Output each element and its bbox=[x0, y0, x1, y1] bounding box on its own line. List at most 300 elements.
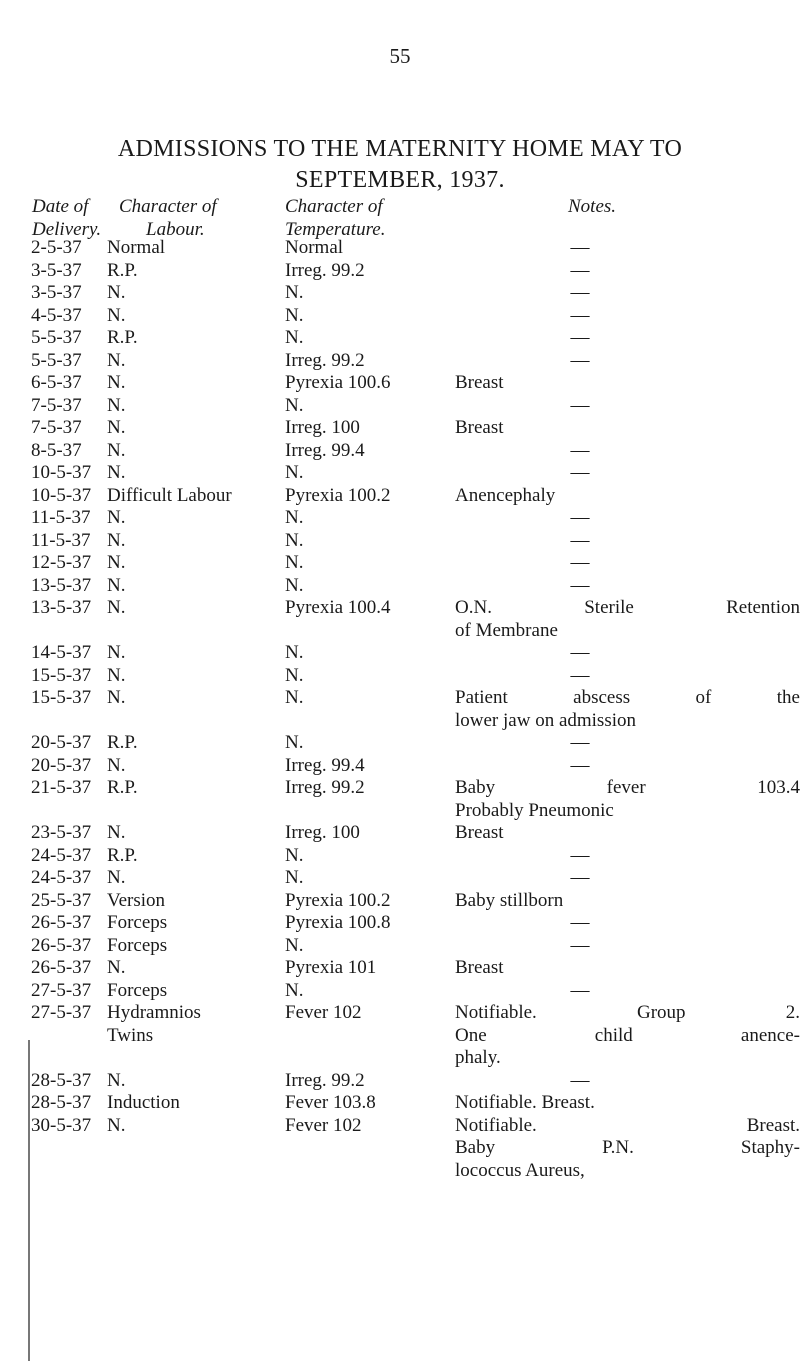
cell-labour bbox=[107, 890, 165, 913]
cell-date-line: 6-5-37 bbox=[31, 372, 82, 393]
cell-temperature bbox=[285, 957, 376, 980]
cell-labour bbox=[107, 1115, 125, 1138]
header-delivery: Delivery. bbox=[32, 219, 102, 240]
cell-labour bbox=[107, 372, 125, 395]
cell-labour bbox=[107, 575, 125, 598]
cell-notes-line: of Membrane bbox=[455, 619, 558, 641]
cell-labour bbox=[107, 462, 125, 485]
table-row bbox=[0, 890, 800, 913]
cell-notes-line: — bbox=[570, 237, 590, 258]
cell-temperature bbox=[285, 462, 303, 485]
cell-date bbox=[31, 1002, 91, 1025]
title-line-2: SEPTEMBER, 1937. bbox=[295, 167, 505, 193]
cell-notes bbox=[570, 642, 590, 665]
cell-temperature bbox=[285, 327, 303, 350]
cell-notes-line: — bbox=[570, 754, 590, 776]
cell-date-line: 7-5-37 bbox=[31, 394, 82, 416]
cell-date-line: 28-5-37 bbox=[31, 1069, 92, 1091]
cell-date bbox=[31, 890, 91, 913]
cell-date bbox=[31, 777, 91, 800]
cell-temperature bbox=[285, 935, 303, 958]
cell-notes-line: — bbox=[570, 349, 590, 371]
cell-temperature-line: Irreg. 99.4 bbox=[285, 439, 365, 461]
cell-labour-line: Normal bbox=[107, 237, 166, 258]
cell-notes-line: One child anence- bbox=[455, 1024, 800, 1046]
cell-labour bbox=[107, 507, 125, 530]
cell-notes bbox=[455, 1002, 800, 1070]
cell-notes-line: — bbox=[570, 394, 590, 416]
cell-notes-line: — bbox=[570, 327, 590, 348]
header-notes: Notes. bbox=[568, 196, 617, 217]
cell-temperature bbox=[285, 305, 303, 328]
cell-labour bbox=[107, 237, 165, 260]
table-row bbox=[0, 282, 800, 305]
cell-date-line: 11-5-37 bbox=[31, 507, 91, 528]
cell-notes-line: Baby P.N. Staphy- bbox=[455, 1137, 800, 1158]
table-row bbox=[0, 980, 800, 1003]
cell-labour-line: N. bbox=[107, 664, 126, 686]
cell-date-line: 27-5-37 bbox=[31, 979, 92, 1001]
cell-date bbox=[31, 755, 91, 778]
cell-labour-line: N. bbox=[107, 507, 126, 528]
cell-temperature-line: Fever 102 bbox=[285, 1002, 362, 1023]
cell-notes-line: Probably Pneumonic bbox=[455, 799, 614, 821]
cell-notes bbox=[455, 597, 800, 642]
cell-notes-line: — bbox=[570, 844, 590, 866]
table-row bbox=[0, 867, 800, 890]
cell-date-line: 20-5-37 bbox=[31, 754, 92, 776]
cell-temperature-line: N. bbox=[285, 462, 304, 483]
cell-temperature bbox=[285, 755, 365, 778]
cell-notes-line: — bbox=[570, 282, 590, 303]
cell-notes bbox=[570, 912, 590, 935]
cell-notes-line: phaly. bbox=[455, 1047, 501, 1068]
table-row bbox=[0, 1115, 800, 1183]
cell-notes-line: Patient abscess of the bbox=[455, 687, 800, 708]
cell-date-line: 11-5-37 bbox=[31, 529, 91, 551]
cell-temperature-line: N. bbox=[285, 664, 304, 686]
cell-notes bbox=[570, 440, 590, 463]
cell-date-line: 2-5-37 bbox=[31, 237, 82, 258]
cell-notes bbox=[455, 957, 800, 980]
cell-temperature-line: Pyrexia 100.2 bbox=[285, 484, 391, 506]
cell-temperature bbox=[285, 642, 303, 665]
table-row bbox=[0, 327, 800, 350]
cell-temperature-line: Pyrexia 100.4 bbox=[285, 597, 391, 618]
cell-temperature bbox=[285, 777, 365, 800]
cell-notes bbox=[570, 980, 590, 1003]
cell-date-line: 14-5-37 bbox=[31, 642, 92, 663]
cell-temperature-line: Irreg. 99.2 bbox=[285, 777, 365, 798]
cell-notes-line: Breast bbox=[455, 417, 504, 438]
cell-notes bbox=[570, 755, 590, 778]
cell-date-line: 10-5-37 bbox=[31, 484, 92, 506]
cell-notes bbox=[570, 260, 590, 283]
table-row bbox=[0, 822, 800, 845]
cell-labour-line: N. bbox=[107, 1069, 126, 1091]
cell-temperature-line: Pyrexia 100.8 bbox=[285, 912, 391, 933]
cell-date bbox=[31, 1115, 91, 1138]
cell-labour-line: N. bbox=[107, 642, 126, 663]
cell-notes bbox=[455, 777, 800, 822]
cell-labour bbox=[107, 957, 125, 980]
cell-notes-line: — bbox=[570, 979, 590, 1001]
cell-notes bbox=[570, 665, 590, 688]
cell-date bbox=[31, 687, 91, 710]
cell-labour-line: N. bbox=[107, 822, 126, 843]
cell-labour-line: R.P. bbox=[107, 844, 138, 866]
header-temperature: Character of bbox=[285, 196, 383, 217]
cell-date bbox=[31, 980, 91, 1003]
cell-notes-line: — bbox=[570, 552, 590, 573]
table-row bbox=[0, 440, 800, 463]
cell-date bbox=[31, 845, 91, 868]
cell-date bbox=[31, 597, 91, 620]
cell-notes bbox=[570, 935, 590, 958]
cell-labour-line: N. bbox=[107, 372, 126, 393]
cell-notes-line: — bbox=[570, 867, 590, 888]
header-labour: Character of bbox=[119, 196, 217, 217]
cell-notes bbox=[570, 552, 590, 575]
cell-notes bbox=[455, 822, 800, 845]
cell-notes-line: Anencephaly bbox=[455, 484, 556, 506]
table-row bbox=[0, 912, 800, 935]
table-row bbox=[0, 845, 800, 868]
cell-notes-line: — bbox=[570, 934, 590, 956]
cell-date bbox=[31, 485, 91, 508]
cell-date bbox=[31, 575, 91, 598]
cell-notes-line: O.N. Sterile Retention bbox=[455, 597, 800, 618]
cell-temperature bbox=[285, 980, 303, 1003]
table-row bbox=[0, 395, 800, 418]
cell-date bbox=[31, 260, 82, 283]
cell-date bbox=[31, 822, 91, 845]
cell-labour-line: N. bbox=[107, 867, 126, 888]
cell-notes bbox=[455, 417, 800, 440]
cell-temperature bbox=[285, 237, 343, 260]
cell-notes bbox=[570, 395, 590, 418]
cell-labour-line: N. bbox=[107, 529, 126, 551]
cell-labour-line: N. bbox=[107, 957, 126, 978]
cell-date-line: 4-5-37 bbox=[31, 304, 82, 326]
cell-date-line: 27-5-37 bbox=[31, 1002, 92, 1023]
cell-labour bbox=[107, 1002, 201, 1047]
cell-date bbox=[31, 462, 91, 485]
header-date: Date of bbox=[32, 196, 89, 217]
cell-temperature bbox=[285, 440, 365, 463]
cell-labour bbox=[107, 665, 125, 688]
cell-date-line: 8-5-37 bbox=[31, 439, 82, 461]
cell-notes-line: — bbox=[570, 439, 590, 461]
cell-temperature bbox=[285, 665, 303, 688]
margin-rule bbox=[28, 1040, 30, 1361]
cell-notes-line: — bbox=[570, 529, 590, 551]
cell-notes-line: Notifiable. Group 2. bbox=[455, 1002, 800, 1023]
cell-temperature bbox=[285, 395, 303, 418]
cell-temperature bbox=[285, 687, 303, 710]
cell-labour bbox=[107, 777, 138, 800]
cell-labour bbox=[107, 552, 125, 575]
cell-date-line: 5-5-37 bbox=[31, 327, 82, 348]
cell-temperature bbox=[285, 575, 303, 598]
cell-temperature-line: Fever 102 bbox=[285, 1114, 362, 1136]
cell-temperature-line: N. bbox=[285, 282, 304, 303]
cell-labour-line: N. bbox=[107, 394, 126, 416]
cell-labour bbox=[107, 845, 138, 868]
cell-date-line: 3-5-37 bbox=[31, 259, 82, 281]
cell-date-line: 20-5-37 bbox=[31, 732, 92, 753]
table-row bbox=[0, 935, 800, 958]
cell-date-line: 5-5-37 bbox=[31, 349, 82, 371]
cell-date-line: 28-5-37 bbox=[31, 1092, 92, 1113]
cell-temperature-line: Irreg. 99.2 bbox=[285, 259, 365, 281]
header-temperature-2: Temperature. bbox=[285, 219, 386, 240]
cell-notes bbox=[570, 1070, 590, 1093]
cell-temperature bbox=[285, 507, 303, 530]
cell-temperature-line: N. bbox=[285, 507, 304, 528]
cell-notes bbox=[455, 1092, 800, 1115]
cell-temperature-line: N. bbox=[285, 642, 304, 663]
cell-notes-line: Baby stillborn bbox=[455, 889, 564, 911]
cell-temperature bbox=[285, 822, 360, 845]
cell-labour-line: N. bbox=[107, 439, 126, 461]
cell-labour-line: Version bbox=[107, 889, 166, 911]
cell-temperature-line: N. bbox=[285, 979, 304, 1001]
cell-notes bbox=[570, 575, 590, 598]
cell-temperature-line: N. bbox=[285, 394, 304, 416]
cell-labour bbox=[107, 912, 167, 935]
table-row bbox=[0, 552, 800, 575]
cell-temperature bbox=[285, 1115, 362, 1138]
cell-notes-line: lower jaw on admission bbox=[455, 709, 637, 731]
cell-date bbox=[31, 935, 91, 958]
table-row bbox=[0, 350, 800, 373]
cell-date bbox=[31, 350, 82, 373]
cell-date bbox=[31, 237, 82, 260]
cell-notes-line: — bbox=[570, 1069, 590, 1091]
cell-temperature bbox=[285, 732, 303, 755]
cell-temperature bbox=[285, 485, 391, 508]
cell-temperature bbox=[285, 1092, 376, 1115]
cell-notes bbox=[455, 890, 800, 913]
cell-notes-line: — bbox=[570, 462, 590, 483]
cell-labour bbox=[107, 687, 125, 710]
cell-date-line: 12-5-37 bbox=[31, 552, 92, 573]
cell-date-line: 3-5-37 bbox=[31, 282, 82, 303]
cell-temperature-line: N. bbox=[285, 552, 304, 573]
cell-temperature-line: N. bbox=[285, 574, 304, 596]
cell-date bbox=[31, 282, 82, 305]
cell-notes-line: Breast bbox=[455, 372, 504, 393]
cell-labour bbox=[107, 1070, 125, 1093]
cell-temperature bbox=[285, 867, 303, 890]
cell-date bbox=[31, 327, 82, 350]
cell-temperature bbox=[285, 1070, 365, 1093]
cell-date bbox=[31, 912, 91, 935]
cell-labour bbox=[107, 642, 125, 665]
table-row bbox=[0, 777, 800, 822]
table-row bbox=[0, 597, 800, 642]
cell-notes-line: — bbox=[570, 259, 590, 281]
table-row bbox=[0, 417, 800, 440]
cell-notes bbox=[570, 867, 590, 890]
cell-temperature-line: Fever 103.8 bbox=[285, 1092, 376, 1113]
cell-temperature bbox=[285, 552, 303, 575]
cell-labour-line: Twins bbox=[107, 1024, 154, 1046]
cell-temperature-line: N. bbox=[285, 327, 304, 348]
cell-temperature-line: Irreg. 99.4 bbox=[285, 754, 365, 776]
cell-date-line: 13-5-37 bbox=[31, 574, 92, 596]
cell-labour-line: N. bbox=[107, 304, 126, 326]
cell-notes-line: Breast bbox=[455, 957, 504, 978]
cell-notes bbox=[570, 327, 590, 350]
cell-labour-line: Induction bbox=[107, 1092, 180, 1113]
cell-date-line: 13-5-37 bbox=[31, 597, 92, 618]
cell-labour bbox=[107, 1092, 180, 1115]
table-row bbox=[0, 957, 800, 980]
cell-labour-line: N. bbox=[107, 1114, 126, 1136]
cell-labour bbox=[107, 327, 138, 350]
cell-labour-line: Forceps bbox=[107, 912, 168, 933]
cell-temperature-line: N. bbox=[285, 304, 304, 326]
cell-notes-line: Notifiable. Breast. bbox=[455, 1114, 800, 1136]
cell-labour bbox=[107, 485, 232, 508]
cell-date bbox=[31, 957, 91, 980]
cell-date-line: 30-5-37 bbox=[31, 1114, 92, 1136]
table-row bbox=[0, 1070, 800, 1093]
cell-notes bbox=[455, 372, 800, 395]
cell-temperature-line: Pyrexia 100.6 bbox=[285, 372, 391, 393]
cell-labour-line: R.P. bbox=[107, 777, 138, 798]
cell-labour-line: N. bbox=[107, 552, 126, 573]
cell-date-line: 15-5-37 bbox=[31, 664, 92, 686]
cell-date bbox=[31, 507, 90, 530]
cell-labour-line: N. bbox=[107, 597, 126, 618]
cell-notes-line: — bbox=[570, 732, 590, 753]
cell-labour bbox=[107, 260, 138, 283]
table-row bbox=[0, 530, 800, 553]
table-row bbox=[0, 1002, 800, 1070]
header-labour-2: Labour. bbox=[146, 219, 205, 240]
cell-date bbox=[31, 440, 82, 463]
cell-temperature bbox=[285, 912, 391, 935]
cell-temperature bbox=[285, 890, 391, 913]
cell-labour bbox=[107, 597, 125, 620]
table-row bbox=[0, 485, 800, 508]
table-row bbox=[0, 732, 800, 755]
cell-notes bbox=[570, 845, 590, 868]
cell-date bbox=[31, 552, 91, 575]
cell-labour-line: N. bbox=[107, 417, 126, 438]
cell-date bbox=[31, 867, 91, 890]
cell-notes bbox=[455, 485, 800, 508]
table-row bbox=[0, 755, 800, 778]
cell-temperature-line: Normal bbox=[285, 237, 344, 258]
cell-labour-line: Difficult Labour bbox=[107, 484, 232, 506]
cell-date bbox=[31, 1070, 91, 1093]
title-line-1: ADMISSIONS TO THE MATERNITY HOME MAY TO bbox=[117, 136, 683, 162]
cell-labour-line: Hydramnios bbox=[107, 1002, 201, 1023]
cell-notes-line: — bbox=[570, 304, 590, 326]
cell-labour bbox=[107, 305, 125, 328]
cell-notes-line: — bbox=[570, 664, 590, 686]
cell-notes bbox=[570, 237, 590, 260]
cell-notes-line: — bbox=[570, 912, 590, 933]
cell-date-line: 26-5-37 bbox=[31, 934, 92, 956]
cell-temperature-line: Irreg. 99.2 bbox=[285, 1069, 365, 1091]
cell-labour bbox=[107, 980, 167, 1003]
page-title bbox=[0, 134, 800, 196]
table-row bbox=[0, 642, 800, 665]
cell-labour bbox=[107, 822, 125, 845]
cell-date-line: 24-5-37 bbox=[31, 844, 92, 866]
cell-date bbox=[31, 417, 82, 440]
cell-labour-line: R.P. bbox=[107, 259, 138, 281]
cell-temperature-line: Pyrexia 101 bbox=[285, 957, 377, 978]
table-row bbox=[0, 260, 800, 283]
cell-labour-line: N. bbox=[107, 462, 126, 483]
cell-date bbox=[31, 1092, 91, 1115]
cell-labour bbox=[107, 530, 125, 553]
cell-temperature-line: N. bbox=[285, 867, 304, 888]
cell-date bbox=[31, 732, 91, 755]
table-row bbox=[0, 305, 800, 328]
cell-notes-line: — bbox=[570, 507, 590, 528]
table-row bbox=[0, 237, 800, 260]
table-row bbox=[0, 665, 800, 688]
cell-temperature-line: Irreg. 99.2 bbox=[285, 349, 365, 371]
cell-labour bbox=[107, 350, 125, 373]
cell-notes bbox=[570, 350, 590, 373]
cell-notes-line: Notifiable. Breast. bbox=[455, 1092, 595, 1113]
cell-notes bbox=[570, 282, 590, 305]
cell-temperature-line: Irreg. 100 bbox=[285, 417, 360, 438]
cell-temperature-line: N. bbox=[285, 844, 304, 866]
cell-notes-line: Breast bbox=[455, 822, 504, 843]
cell-temperature-line: Irreg. 100 bbox=[285, 822, 360, 843]
cell-labour-line: N. bbox=[107, 349, 126, 371]
cell-temperature bbox=[285, 282, 303, 305]
cell-notes bbox=[570, 462, 590, 485]
cell-labour bbox=[107, 732, 138, 755]
table-row bbox=[0, 1092, 800, 1115]
cell-notes-line: lococcus Aureus, bbox=[455, 1159, 585, 1181]
cell-labour-line: R.P. bbox=[107, 732, 138, 753]
cell-temperature bbox=[285, 260, 365, 283]
cell-notes-line: — bbox=[570, 642, 590, 663]
cell-date bbox=[31, 642, 91, 665]
cell-date bbox=[31, 665, 91, 688]
cell-notes bbox=[570, 305, 590, 328]
cell-temperature bbox=[285, 372, 391, 395]
cell-date-line: 26-5-37 bbox=[31, 957, 92, 978]
cell-labour bbox=[107, 755, 125, 778]
table-body bbox=[0, 237, 800, 1182]
cell-labour-line: Forceps bbox=[107, 979, 168, 1001]
page-number: 55 bbox=[389, 44, 411, 68]
cell-labour bbox=[107, 935, 167, 958]
cell-temperature-line: Pyrexia 100.2 bbox=[285, 889, 391, 911]
cell-labour-line: N. bbox=[107, 754, 126, 776]
cell-notes bbox=[570, 732, 590, 755]
cell-notes bbox=[455, 1115, 800, 1183]
cell-temperature bbox=[285, 597, 391, 620]
cell-temperature-line: N. bbox=[285, 732, 304, 753]
cell-date-line: 24-5-37 bbox=[31, 867, 92, 888]
table-row bbox=[0, 575, 800, 598]
cell-date-line: 7-5-37 bbox=[31, 417, 82, 438]
cell-temperature-line: N. bbox=[285, 529, 304, 551]
